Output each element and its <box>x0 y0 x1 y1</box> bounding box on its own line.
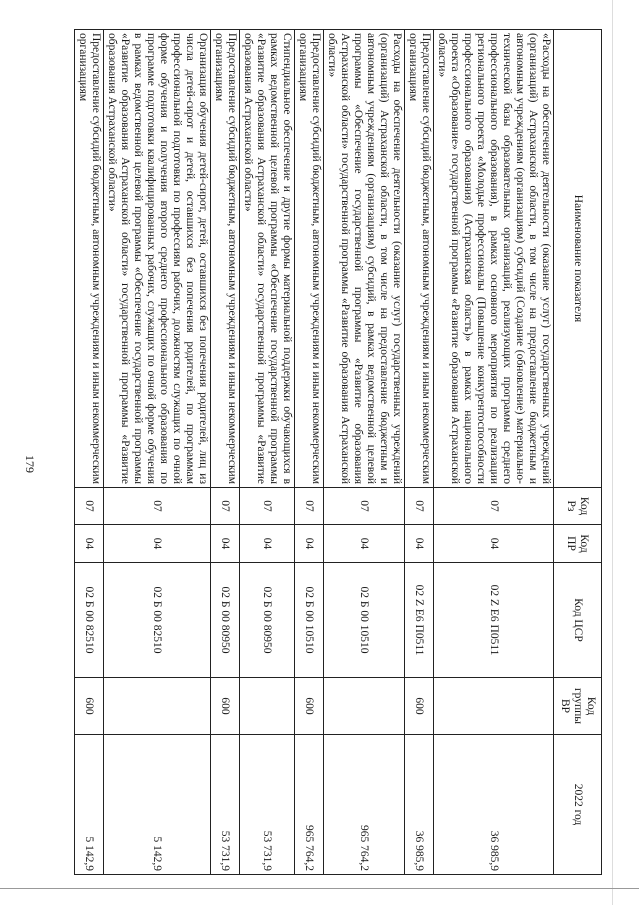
header-year: 2022 год <box>554 735 602 875</box>
row-csr: 02 Б 00 80950 <box>211 563 240 678</box>
header-csr: Код ЦСР <box>554 563 602 678</box>
row-rz: 07 <box>104 488 211 525</box>
page-bottom-divider <box>0 888 639 889</box>
row-rz: 07 <box>75 488 104 525</box>
header-rz: Код Рз <box>554 488 602 525</box>
header-name: Наименование показателя <box>554 30 602 488</box>
row-pr: 04 <box>75 525 104 563</box>
row-rz: 07 <box>405 488 434 525</box>
table-row <box>405 30 434 875</box>
table-row <box>104 30 211 875</box>
row-name: Организация обучения детей-сирот, детей, оставшихся без попечения родителей, лиц из числа детей-сирот и детей, оставшихся без попечения родителей, по программам профессиональной подготовки по профессиям рабочих, должностям служащих по очной форме обучения и получения второго среднего профессионального образования по программе подготовки квалифицированных рабочих, служащих по очной форме обучения в рамках ведомственной целевой программы «Обеспечение государственной программы «Развитие образования Астраханской области» государственной программы «Развитие образования Астраханской области» <box>104 30 211 488</box>
row-name: Предоставление субсидий бюджетным, автономным учреждениям и иным некоммерческим организациям <box>295 30 324 488</box>
row-value: 36 985,9 <box>405 735 434 875</box>
row-vr: 600 <box>405 678 434 735</box>
row-name: Предоставление субсидий бюджетным, автономным учреждениям и иным некоммерческим организациям <box>75 30 104 488</box>
row-value: 965 764,2 <box>324 735 405 875</box>
table-row <box>75 30 104 875</box>
row-vr <box>104 678 211 735</box>
row-vr: 600 <box>211 678 240 735</box>
row-name: Расходы на обеспечение деятельности (оказание услуг) государственных учреждений (организаций) Астраханской области, в том числе на предоставление бюджетным и автономным учреждениям (организациям) субсидий, в рамках ведомственной целевой программы «Обеспечение государственной программы «Развитие образования Астраханской области» государственной программы «Развитие образования Астраханской области» <box>324 30 405 488</box>
row-name: Предоставление субсидий бюджетным, автономным учреждениям и иным некоммерческим организациям <box>405 30 434 488</box>
row-pr: 04 <box>434 525 554 563</box>
row-csr: 02 Б 00 82510 <box>75 563 104 678</box>
row-pr: 04 <box>211 525 240 563</box>
row-value: 36 985,9 <box>434 735 554 875</box>
row-pr: 04 <box>405 525 434 563</box>
row-name: «Расходы на обеспечение деятельности (оказание услуг) государственных учреждений (организаций) Астраханской области, в том числе на предоставление бюджетным и автономным учреждениям (организациям) субсидий (Создание (обновление) материально-технической базы образовательных организаций, реализующих программы среднего профессионального образования), в рамках основного мероприятия по реализации регионального проекта «Молодые профессионалы (Повышение конкурентоспособности профессионального образования) (Астраханская область)» в рамках национального проекта «Образование» государственной программы «Развитие образования Астраханской области» <box>434 30 554 488</box>
row-pr: 04 <box>295 525 324 563</box>
row-pr: 04 <box>104 525 211 563</box>
row-csr: 02 Б 00 80950 <box>240 563 295 678</box>
row-csr: 02 Б 00 82510 <box>104 563 211 678</box>
row-csr: 02 Б 00 10510 <box>295 563 324 678</box>
row-vr: 600 <box>295 678 324 735</box>
row-rz: 07 <box>240 488 295 525</box>
row-csr: 02 Б 00 10510 <box>324 563 405 678</box>
row-value: 965 764,2 <box>295 735 324 875</box>
row-csr: 02 Z E6 П0511 <box>405 563 434 678</box>
row-vr <box>324 678 405 735</box>
header-vr: Код группы ВР <box>554 678 602 735</box>
row-pr: 04 <box>240 525 295 563</box>
row-pr: 04 <box>324 525 405 563</box>
scan-edge <box>612 0 613 905</box>
row-rz: 07 <box>324 488 405 525</box>
header-pr: Код ПР <box>554 525 602 563</box>
row-value: 5 142,9 <box>104 735 211 875</box>
table-row <box>211 30 240 875</box>
row-rz: 07 <box>211 488 240 525</box>
row-value: 53 731,9 <box>240 735 295 875</box>
budget-table <box>74 29 602 875</box>
page-number: 179 <box>23 455 37 473</box>
rotated-table-wrapper <box>77 29 602 874</box>
row-csr: 02 Z E6 П0511 <box>434 563 554 678</box>
row-value: 5 142,9 <box>75 735 104 875</box>
row-value: 53 731,9 <box>211 735 240 875</box>
table-row <box>324 30 405 875</box>
table-row <box>240 30 295 875</box>
table-row <box>434 30 554 875</box>
row-vr: 600 <box>75 678 104 735</box>
row-vr <box>240 678 295 735</box>
row-name: Предоставление субсидий бюджетным, автономным учреждениям и иным некоммерческим организациям <box>211 30 240 488</box>
table-row <box>295 30 324 875</box>
row-vr <box>434 678 554 735</box>
table-header-row <box>554 30 602 875</box>
row-name: Стипендиальное обеспечение и другие формы материальной поддержки обучающихся в рамках ведомственной целевой программы «Обеспечение государственной программы «Развитие образования Астраханской области» государственной программы «Развитие образования Астраханской области» <box>240 30 295 488</box>
row-rz: 07 <box>434 488 554 525</box>
row-rz: 07 <box>295 488 324 525</box>
